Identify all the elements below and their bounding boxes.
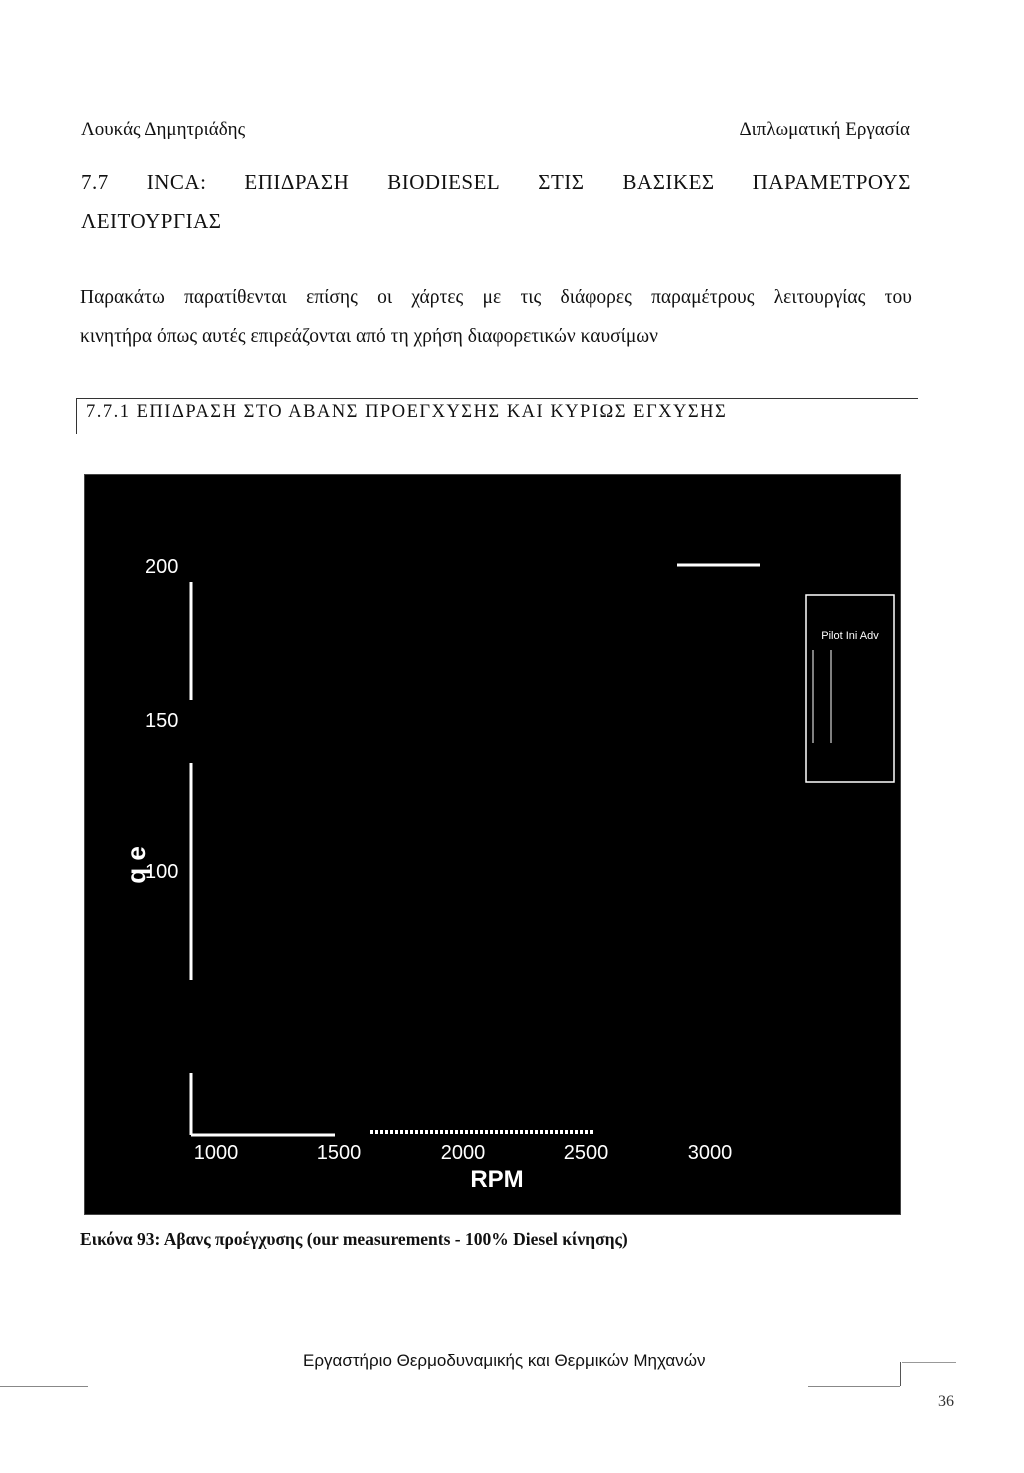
- y-axis-label: q e: [121, 846, 151, 884]
- paragraph-line-2: κινητήρα όπως αυτές επιρεάζονται από τη χρήση διαφορετικών καυσίμων: [80, 326, 658, 347]
- x-tick-label: 1500: [316, 1142, 362, 1164]
- subsection-top-rule: [76, 398, 918, 399]
- x-tick-label: 2000: [440, 1142, 486, 1164]
- y-tick-label: 100: [145, 861, 179, 883]
- legend-entry: Pilot Ini Adv: [821, 630, 879, 642]
- figure-caption: Εικόνα 93: Αβανς προέγχυσης (our measurements - 100% Diesel κίνησης): [80, 1229, 628, 1249]
- x-tick-label: 1000: [193, 1142, 239, 1164]
- chart-panel: [84, 474, 901, 1215]
- paragraph-line-1: [80, 287, 912, 309]
- y-tick-label: 150: [145, 710, 179, 732]
- paragraph-word: λειτουργίας: [773, 287, 866, 308]
- paragraph-word: παραμέτρους: [651, 287, 755, 308]
- paragraph-word: του: [884, 287, 912, 308]
- x-tick-label: 3000: [687, 1142, 733, 1164]
- footer-page-rule: [900, 1362, 901, 1386]
- paragraph-word: χάρτες: [411, 287, 464, 308]
- footer-page-rule: [902, 1362, 956, 1363]
- footer-left-rule: [0, 1386, 88, 1387]
- paragraph-word: επίσης: [306, 287, 358, 308]
- header-doc-type: Διπλωματική Εργασία: [739, 119, 910, 140]
- section-word: ΣΤΙΣ: [538, 170, 585, 194]
- section-word: BIODIESEL: [387, 170, 501, 194]
- paragraph-word: με: [482, 287, 502, 308]
- paragraph-word: Παρακάτω: [80, 287, 165, 308]
- chart-svg: [85, 475, 902, 1216]
- subsection-left-rule: [76, 398, 77, 434]
- section-title-line2: ΛΕΙΤΟΥΡΓΙΑΣ: [81, 209, 222, 233]
- x-axis-label: RPM: [470, 1166, 524, 1193]
- footer-lab: Εργαστήριο Θερμοδυναμικής και Θερμικών Μηχανών: [303, 1351, 706, 1370]
- paragraph-word: τις: [520, 287, 542, 308]
- section-number: 7.7: [81, 170, 109, 194]
- header-author: Λουκάς Δημητριάδης: [81, 119, 246, 140]
- page-number: 36: [938, 1393, 954, 1410]
- legend-box: [806, 595, 894, 782]
- x-tick-label: 2500: [563, 1142, 609, 1164]
- paragraph-word: οι: [377, 287, 393, 308]
- section-word: INCA:: [146, 170, 207, 194]
- section-word: ΠΑΡΑΜΕΤΡΟΥΣ: [752, 170, 911, 194]
- subsection-title: 7.7.1 ΕΠΙΔΡΑΣΗ ΣΤΟ ΑΒΑΝΣ ΠΡΟΕΓΧΥΣΗΣ ΚΑΙ ΚΥΡΙΩΣ ΕΓΧΥΣΗΣ: [86, 402, 728, 422]
- paragraph-word: παρατίθενται: [184, 287, 287, 308]
- section-title: [81, 170, 911, 195]
- section-word: ΒΑΣΙΚΕΣ: [622, 170, 715, 194]
- y-tick-label: 200: [145, 556, 179, 578]
- paragraph-word: διάφορες: [560, 287, 632, 308]
- section-word: ΕΠΙΔΡΑΣΗ: [244, 170, 350, 194]
- footer-right-rule: [808, 1386, 900, 1387]
